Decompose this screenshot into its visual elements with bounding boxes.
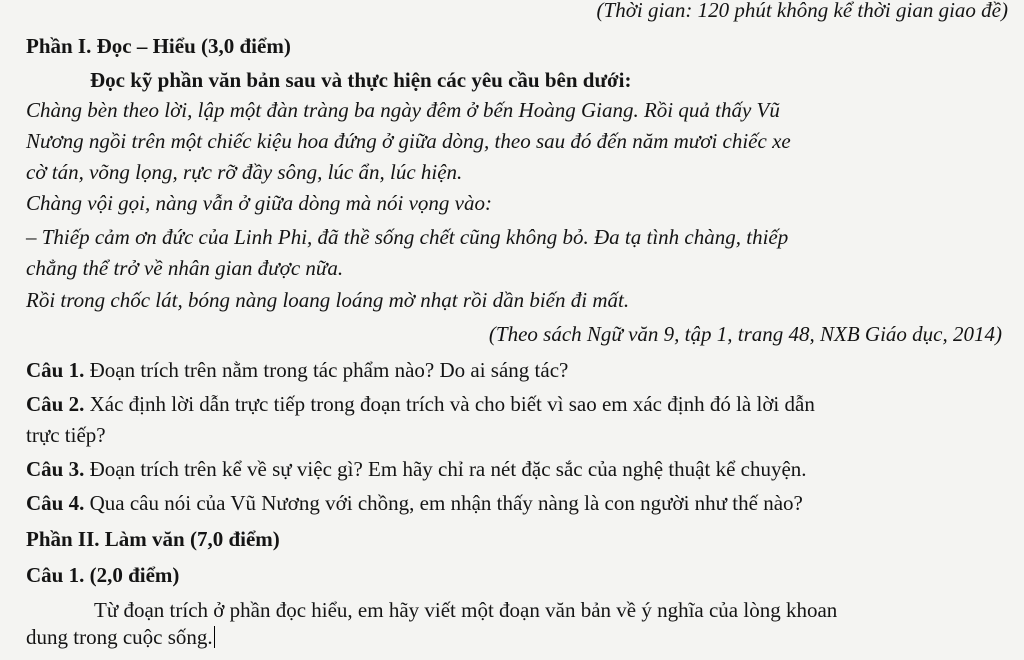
question-4-label: Câu 4. [26,491,85,515]
time-note: (Thời gian: 120 phút không kể thời gian giao đề) [596,0,1008,22]
question-3-label: Câu 3. [26,457,85,481]
part2-question-1-text: Từ đoạn trích ở phần đọc hiểu, em hãy viết một đoạn văn bản về ý nghĩa của lòng khoan [94,598,838,622]
passage-line-1: Chàng bèn theo lời, lập một đàn tràng ba ngày đêm ở bến Hoàng Giang. Rồi quả thấy Vũ [26,98,780,122]
question-2-label: Câu 2. [26,392,85,416]
question-2-text: Xác định lời dẫn trực tiếp trong đoạn trích và cho biết vì sao em xác định đó là lời dẫn [84,392,815,416]
passage-line-4: Chàng vội gọi, nàng vẫn ở giữa dòng mà nói vọng vào: [26,191,492,215]
passage-line-6: chẳng thể trở về nhân gian được nữa. [26,256,344,280]
passage-line-2: Nương ngồi trên một chiếc kiệu hoa đứng ở giữa dòng, theo sau đó đến năm mươi chiếc xe [26,129,791,153]
part1-instruction: Đọc kỹ phần văn bản sau và thực hiện các yêu cầu bên dưới: [90,68,632,92]
question-2 [26,390,1012,418]
passage-source: (Theo sách Ngữ văn 9, tập 1, trang 48, NXB Giáo dục, 2014) [488,322,1002,346]
part2-question-1-continued[interactable] [26,623,1012,651]
passage-line-3: cờ tán, võng lọng, rực rỡ đầy sông, lúc ẩn, lúc hiện. [26,160,463,184]
question-3-text: Đoạn trích trên kể về sự việc gì? Em hãy chỉ ra nét đặc sắc của nghệ thuật kể chuyện. [84,457,807,481]
question-4 [26,489,1012,517]
part2-question-1-title: Câu 1. (2,0 điểm) [26,563,180,587]
question-3 [26,455,1012,483]
question-2-continued: trực tiếp? [26,423,106,447]
passage-line-7: Rồi trong chốc lát, bóng nàng loang loáng mờ nhạt rồi dần biến đi mất. [26,288,630,312]
question-1-label: Câu 1. [26,358,85,382]
part1-title: Phần I. Đọc – Hiểu (3,0 điểm) [26,34,291,58]
part2-title: Phần II. Làm văn (7,0 điểm) [26,527,280,551]
part2-question-1-continued-text: dung trong cuộc sống. [26,625,213,649]
question-1-text: Đoạn trích trên nằm trong tác phẩm nào? Do ai sáng tác? [84,358,569,382]
question-1 [26,356,1012,384]
text-cursor [214,626,215,648]
question-4-text: Qua câu nói của Vũ Nương với chồng, em nhận thấy nàng là con người như thế nào? [84,491,803,515]
passage-line-5: – Thiếp cảm ơn đức của Linh Phi, đã thề sống chết cũng không bỏ. Đa tạ tình chàng, thiếp [26,225,789,249]
